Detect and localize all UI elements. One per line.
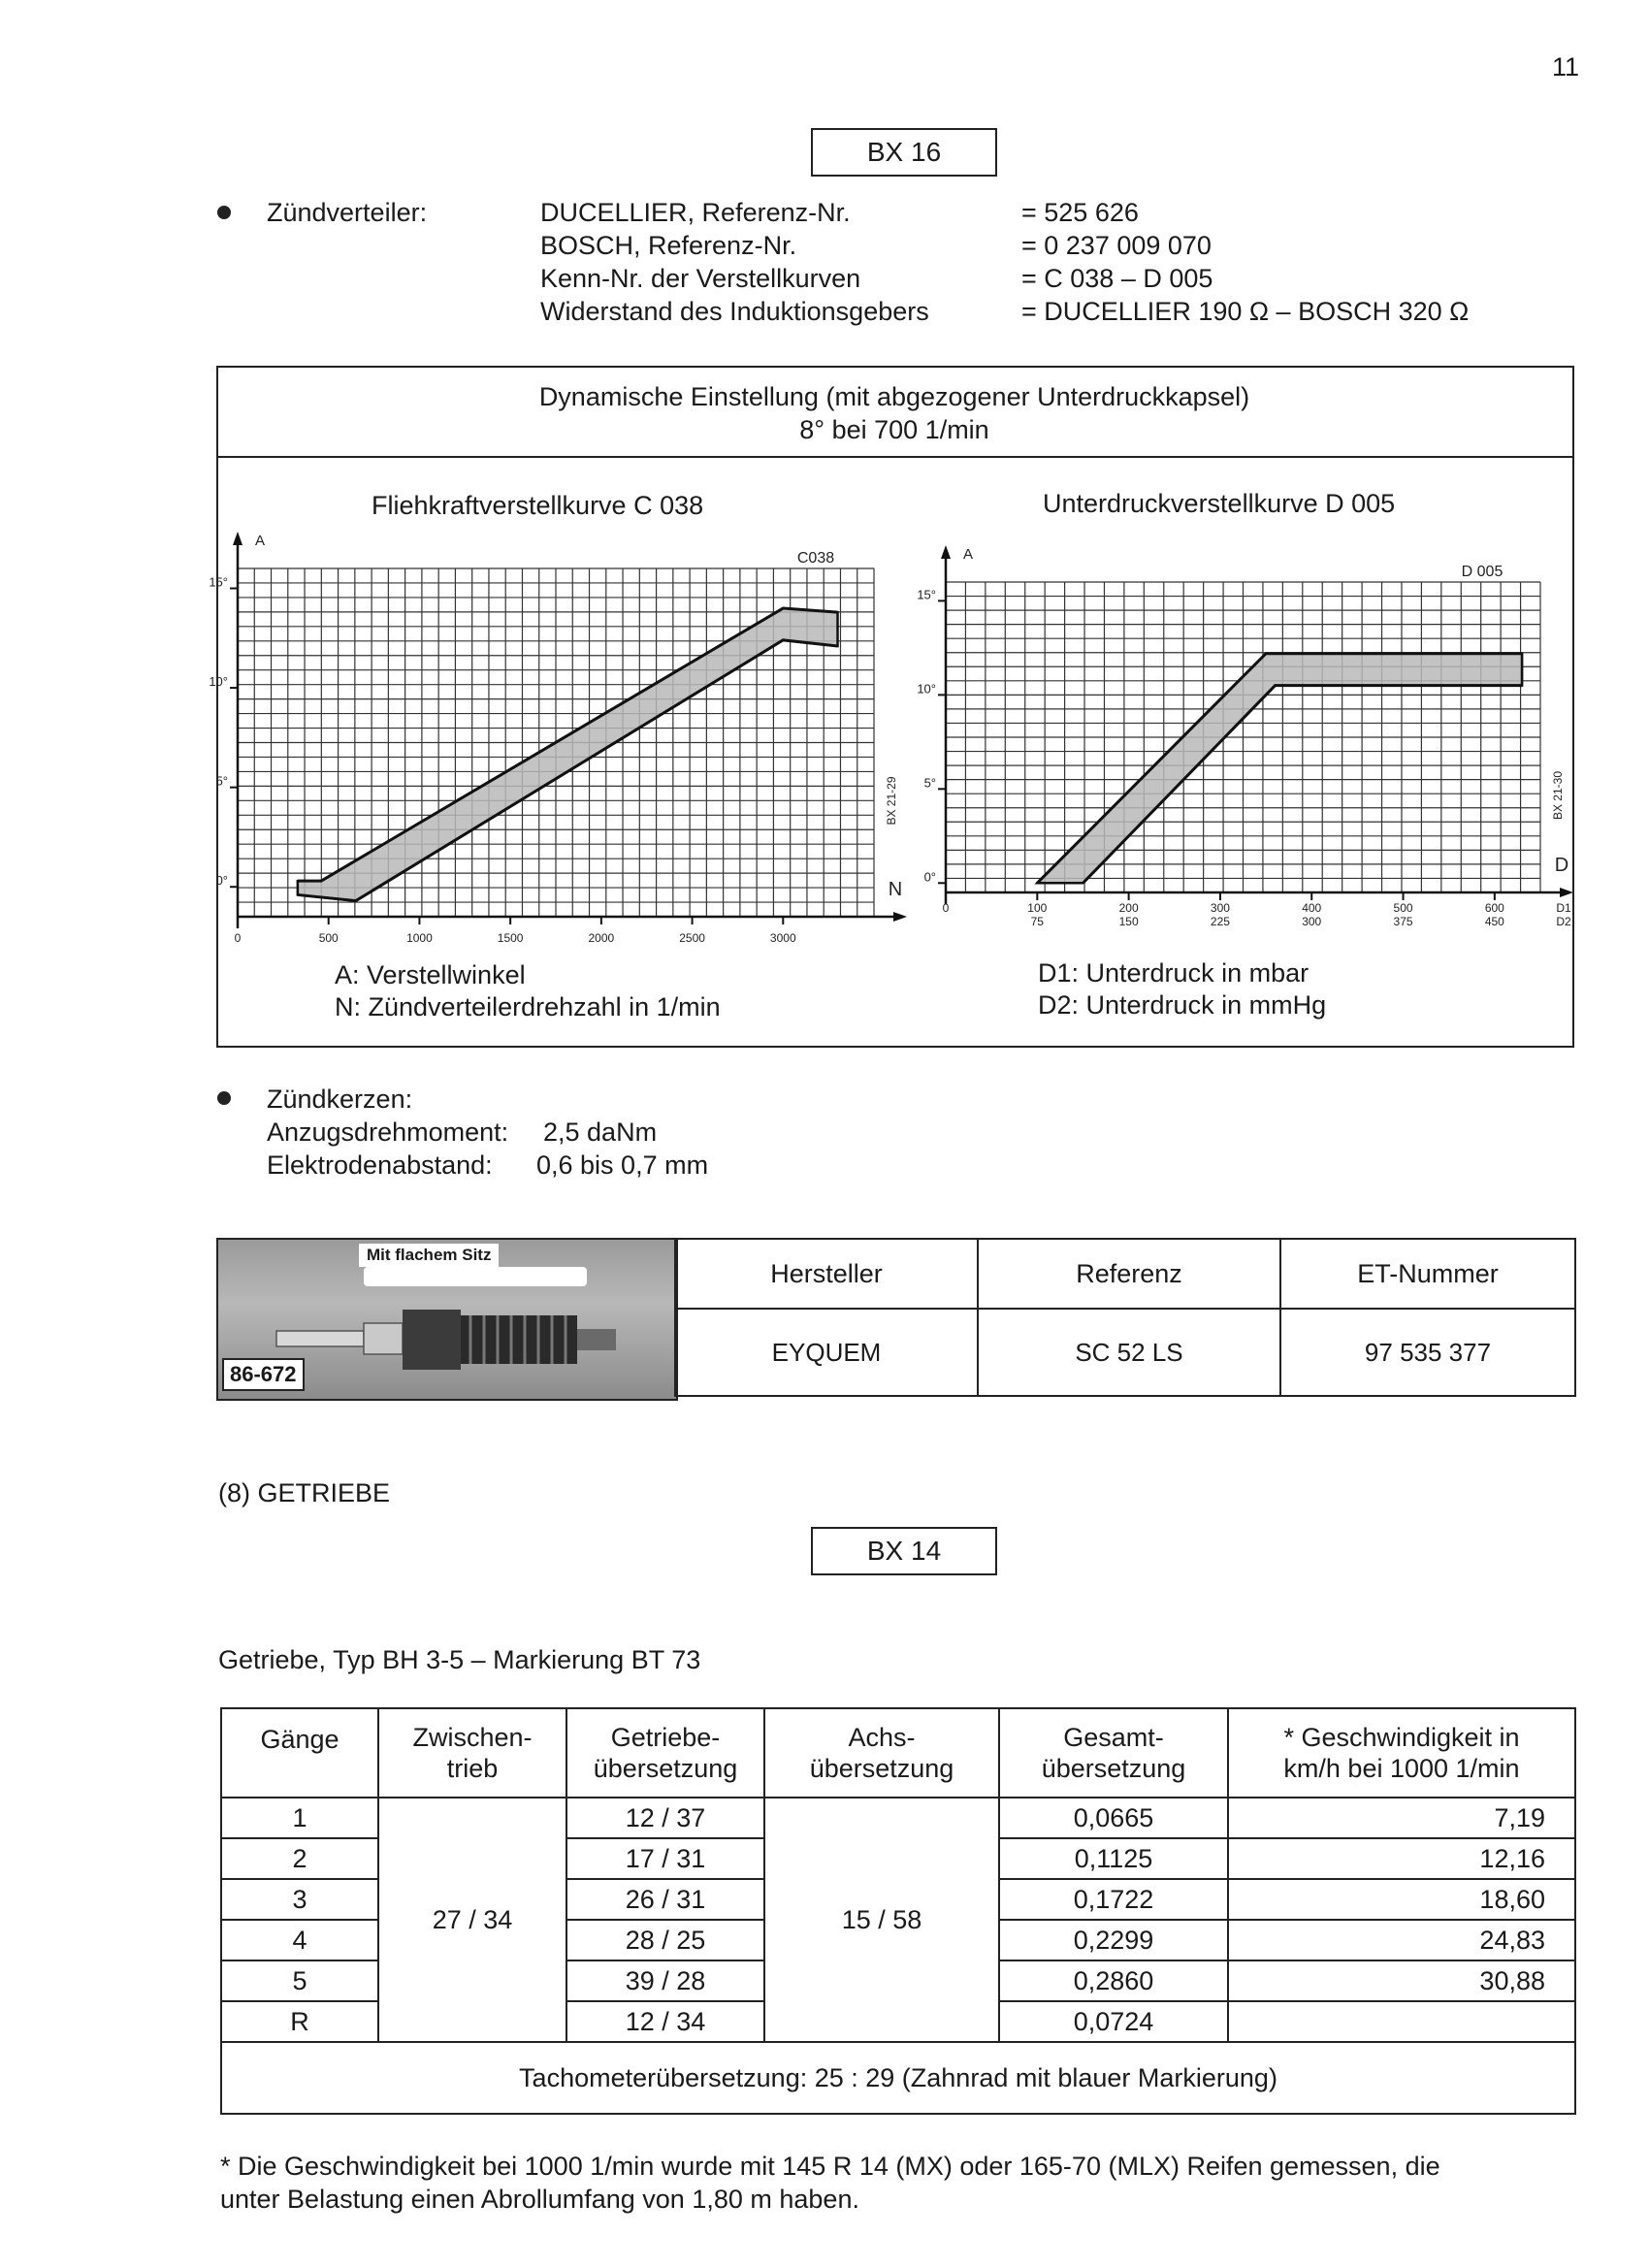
x-tick-label: 0 [234,931,242,945]
table-row [221,1798,1575,1838]
spark-plug-table [674,1238,1576,1397]
footnote-line1: * Die Geschwindigkeit bei 1000 1/min wurde mit 145 R 14 (MX) oder 165-70 (MLX) Reifen gemessen, die [220,2152,1440,2181]
x-tick-label-d1: 200 [1118,901,1139,915]
distributor-row-name: Kenn-Nr. der Verstellkurven [540,264,861,293]
header-intermediate: Zwischen- trieb [378,1708,566,1798]
spark-plug-icon [276,1288,626,1385]
y-tick-label: 5° [215,773,228,789]
total-cell: 0,1722 [999,1879,1228,1920]
table-cell: 97 535 377 [1280,1309,1575,1396]
dynamic-setting-line1: Dynamische Einstellung (mit abgezogener Unterdruckkapsel) [538,382,1250,411]
speed-cell: 24,83 [1228,1920,1575,1960]
bx16-label: BX 16 [811,128,997,177]
advance-curves-charts [209,514,1571,970]
table-header: Referenz [978,1239,1280,1309]
x-tick-label-d2: 150 [1118,915,1139,928]
distributor-row-value: = C 038 – D 005 [1021,264,1213,293]
x-tick-label: 500 [318,931,339,945]
gear-cell: 2 [221,1838,378,1879]
y-axis-label: A [963,546,974,563]
distributor-row-name: DUCELLIER, Referenz-Nr. [540,198,851,227]
photo-code: 86-672 [222,1358,305,1391]
x-tick-label-d2: 225 [1210,915,1230,928]
gear-cell: 5 [221,1960,378,2001]
distributor-row-value: = 0 237 009 070 [1021,231,1212,260]
header-axle-ratio: Achs- übersetzung [764,1708,999,1798]
axis-label-d2: D2 [1556,915,1571,928]
gear-ratio-table [220,1707,1576,2115]
speed-cell: 18,60 [1228,1879,1575,1920]
y-tick-label: 10° [209,674,228,690]
speed-cell: 30,88 [1228,1960,1575,2001]
x-tick-label: 1000 [406,931,433,945]
gap-label: Elektrodenabstand: [267,1150,493,1180]
axle-cell: 15 / 58 [764,1798,999,2042]
x-tick-label-d2: 75 [1030,915,1044,928]
ratio-cell: 12 / 37 [566,1798,764,1838]
x-tick-label: 2500 [679,931,705,945]
x-tick-label-d1: 0 [942,901,950,915]
x-axis-label: D [1554,855,1569,876]
gear-cell: 1 [221,1798,378,1838]
dynamic-setting-line2: 8° bei 700 1/min [799,415,989,444]
ratio-cell: 17 / 31 [566,1838,764,1879]
chart-title-vacuum: Unterdruckverstellkurve D 005 [1043,489,1396,518]
section-title: (8) GETRIEBE [218,1478,391,1507]
y-tick-label: 15° [917,587,936,602]
legend-d1: D1: Unterdruck in mbar [1038,958,1310,988]
legend-d2: D2: Unterdruck in mmHg [1038,990,1327,1020]
gear-cell: R [221,2001,378,2042]
speed-cell: 7,19 [1228,1798,1575,1838]
side-label: BX 21-30 [1551,770,1565,821]
bx14-label: BX 14 [811,1527,997,1575]
legend-n: N: Zündverteilerdrehzahl in 1/min [335,992,721,1021]
divider [216,456,1572,458]
y-tick-label: 15° [209,574,228,590]
speed-cell [1228,2001,1575,2042]
tachometer-ratio: Tachometerübersetzung: 25 : 29 (Zahnrad mit blauer Markierung) [221,2042,1575,2114]
table-cell: EYQUEM [675,1309,978,1396]
x-axis-label: N [888,879,903,900]
x-tick-label: 1500 [497,931,524,945]
distributor-row-value: = 525 626 [1021,198,1139,227]
table-header: ET-Nummer [1280,1239,1575,1309]
x-tick-label: 2000 [588,931,615,945]
y-axis-arrow [941,545,951,559]
bullet-icon [217,206,231,219]
total-cell: 0,1125 [999,1838,1228,1879]
x-tick-label-d1: 500 [1393,901,1413,915]
total-cell: 0,2299 [999,1920,1228,1960]
ratio-cell: 39 / 28 [566,1960,764,2001]
total-cell: 0,0724 [999,2001,1228,2042]
footnote-line2: unter Belastung einen Abrollumfang von 1,80 m haben. [220,2185,859,2214]
total-cell: 0,2860 [999,1960,1228,2001]
total-cell: 0,0665 [999,1798,1228,1838]
torque-label: Anzugsdrehmoment: [267,1118,509,1147]
intermediate-cell: 27 / 34 [378,1798,566,2042]
x-tick-label-d1: 300 [1210,901,1230,915]
distributor-row-value: = DUCELLIER 190 Ω – BOSCH 320 Ω [1021,297,1470,326]
photo-caption: Mit flachem Sitz [359,1244,499,1267]
side-label: BX 21-29 [885,776,898,826]
curve-label: C038 [796,550,835,567]
ratio-cell: 28 / 25 [566,1920,764,1960]
x-axis-arrow [893,912,907,922]
torque-value: 2,5 daNm [543,1118,658,1147]
bullet-icon [217,1091,231,1105]
header-gears: Gänge [221,1708,378,1798]
spark-plugs-title: Zündkerzen: [267,1085,413,1114]
y-tick-label: 10° [917,681,936,697]
x-tick-label: 3000 [769,931,796,945]
curve-label: D 005 [1461,564,1504,580]
ratio-cell: 26 / 31 [566,1879,764,1920]
table-cell: SC 52 LS [978,1309,1280,1396]
y-tick-label: 5° [923,775,936,791]
gap-value: 0,6 bis 0,7 mm [536,1150,709,1180]
gear-cell: 3 [221,1879,378,1920]
y-axis-arrow [233,532,242,545]
page-number: 11 [1552,52,1580,81]
x-tick-label-d2: 450 [1484,915,1504,928]
x-tick-label-d1: 600 [1484,901,1504,915]
header-total-ratio: Gesamt- übersetzung [999,1708,1228,1798]
x-tick-label-d2: 375 [1393,915,1413,928]
y-tick-label: 0° [215,873,228,889]
x-tick-label-d1: 100 [1027,901,1048,915]
y-tick-label: 0° [923,869,936,885]
gearbox-type: Getriebe, Typ BH 3-5 – Markierung BT 73 [218,1645,701,1674]
distributor-row-name: Widerstand des Induktionsgebers [540,297,929,326]
chart-title-centrifugal: Fliehkraftverstellkurve C 038 [372,491,704,520]
legend-a: A: Verstellwinkel [335,960,526,989]
header-gear-ratio: Getriebe- übersetzung [566,1708,764,1798]
advance-band [1037,654,1522,884]
distributor-row-name: BOSCH, Referenz-Nr. [540,231,797,260]
ratio-cell: 12 / 34 [566,2001,764,2042]
table-header: Hersteller [675,1239,978,1309]
x-tick-label-d1: 400 [1302,901,1322,915]
distributor-title: Zündverteiler: [267,198,428,227]
header-speed: * Geschwindigkeit in km/h bei 1000 1/min [1228,1708,1575,1798]
y-axis-label: A [255,533,266,549]
x-tick-label-d2: 300 [1302,915,1322,928]
spark-plug-photo [216,1238,678,1401]
axis-label-d1: D1 [1556,901,1571,915]
speed-cell: 12,16 [1228,1838,1575,1879]
gear-cell: 4 [221,1920,378,1960]
